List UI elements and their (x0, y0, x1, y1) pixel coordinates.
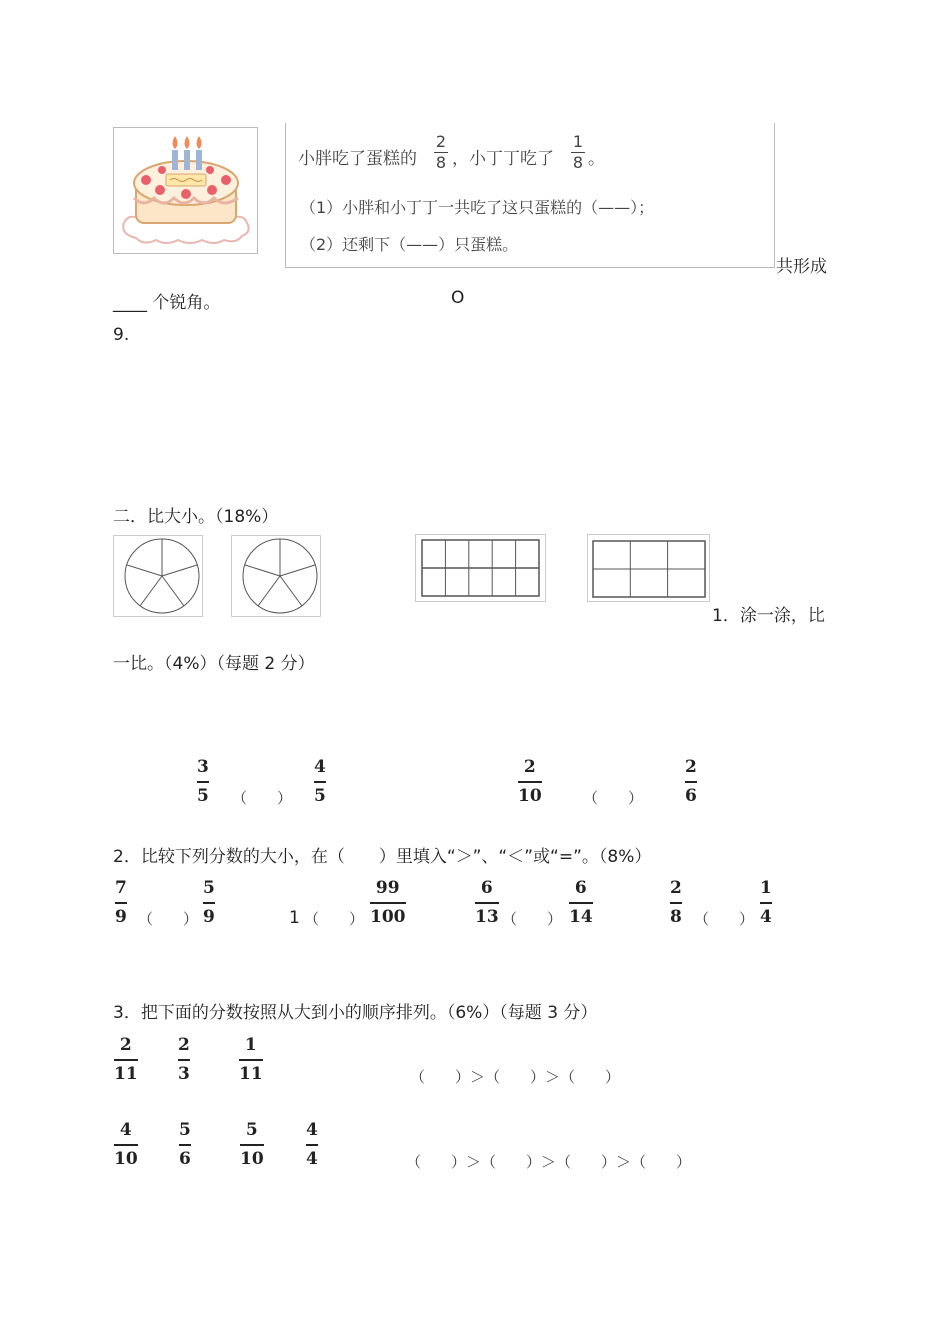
numerator: 4 (314, 757, 326, 777)
numerator: 4 (306, 1120, 318, 1140)
grid-figure-sixths (587, 534, 710, 602)
fraction (114, 1120, 138, 1169)
fraction (518, 757, 542, 806)
denominator: 5 (197, 785, 209, 806)
fraction (685, 757, 697, 806)
cake-icon (114, 128, 257, 253)
numerator: 7 (115, 878, 127, 898)
fraction (203, 878, 215, 927)
order-answer-1[interactable]: （ ）＞（ ）＞（ ） (410, 1068, 621, 1086)
fraction (178, 1035, 190, 1084)
numerator: 99 (375, 878, 400, 898)
trail-text-1: 共形成 (776, 257, 827, 277)
numerator: 2 (119, 1035, 132, 1055)
pie-fifths (232, 536, 320, 616)
numerator: 5 (203, 878, 215, 898)
denominator: 10 (518, 785, 542, 806)
pie-figure-2 (231, 535, 321, 617)
answer-blank[interactable]: （ ） (138, 910, 199, 928)
denominator: 10 (240, 1148, 264, 1169)
trail-text-o: O (451, 288, 465, 308)
story-question-1: （1）小胖和小丁丁一共吃了这只蛋糕的（——）； (300, 198, 655, 217)
denominator: 3 (178, 1063, 190, 1084)
question-1-tail: 1．涂一涂，比 (712, 606, 825, 626)
numerator: 6 (480, 878, 493, 898)
fraction (314, 757, 326, 806)
question-2-heading: 2．比较下列分数的大小，在（ ）里填入“＞”、“＜”或“=”。（8%） (113, 847, 652, 867)
story-text-pre: 小胖吃了蛋糕的 (298, 149, 417, 169)
answer-blank[interactable]: （ ） (583, 789, 644, 807)
grid-2x3 (588, 535, 709, 601)
numerator: 1 (244, 1035, 257, 1055)
story-text-mid: ，小丁丁吃了 (452, 149, 554, 169)
denominator: 8 (572, 153, 584, 172)
numerator: 2 (178, 1035, 190, 1055)
numerator: 2 (670, 878, 682, 898)
question-3-heading: 3．把下面的分数按照从大到小的顺序排列。（6%）（每题 3 分） (113, 1003, 598, 1023)
numerator: 1 (572, 132, 584, 151)
fraction (114, 1035, 138, 1084)
denominator: 100 (370, 906, 406, 927)
story-fraction-2 (571, 134, 585, 171)
fraction (670, 878, 682, 927)
story-text-post: 。 (588, 149, 605, 169)
story-fraction-1 (434, 134, 448, 171)
fraction (240, 1120, 264, 1169)
fraction (475, 878, 499, 927)
fraction (115, 878, 127, 927)
denominator: 11 (239, 1063, 263, 1084)
grid-2x5 (416, 535, 545, 601)
grid-figure-tenths (415, 534, 546, 602)
question-1-continued: 一比。（4%）（每题 2 分） (113, 654, 315, 674)
denominator: 9 (203, 906, 215, 927)
denominator: 8 (435, 153, 447, 172)
denominator: 9 (115, 906, 127, 927)
denominator: 11 (114, 1063, 138, 1084)
answer-blank[interactable]: （ ） (232, 789, 293, 807)
order-answer-2[interactable]: （ ）＞（ ）＞（ ）＞（ ） (406, 1153, 692, 1171)
fraction (370, 878, 406, 927)
pie-fifths (114, 536, 202, 616)
trail-text-9: 9. (113, 325, 130, 345)
numerator: 2 (685, 757, 697, 777)
numerator: 2 (523, 757, 536, 777)
denominator: 4 (760, 906, 772, 927)
numerator: 3 (197, 757, 209, 777)
fraction (179, 1120, 191, 1169)
numerator: 5 (179, 1120, 191, 1140)
answer-blank[interactable]: （ ） (694, 910, 755, 928)
fraction (239, 1035, 263, 1084)
section-heading: 二．比大小。（18%） (113, 507, 279, 527)
numerator: 2 (435, 132, 447, 151)
pie-figure-1 (113, 535, 203, 617)
fraction (569, 878, 593, 927)
denominator: 13 (475, 906, 499, 927)
denominator: 5 (314, 785, 326, 806)
trail-text-2: ____ 个锐角。 (113, 293, 221, 313)
answer-blank[interactable]: （ ） (502, 910, 563, 928)
denominator: 8 (670, 906, 682, 927)
story-question-2: （2）还剩下（——）只蛋糕。 (300, 235, 519, 254)
numerator: 4 (119, 1120, 132, 1140)
cake-image (113, 127, 258, 254)
fraction (197, 757, 209, 806)
denominator: 6 (179, 1148, 191, 1169)
denominator: 14 (569, 906, 593, 927)
numerator: 1 (760, 878, 772, 898)
whole-number: 1 (289, 908, 300, 928)
denominator: 10 (114, 1148, 138, 1169)
fraction (760, 878, 772, 927)
fraction (306, 1120, 318, 1169)
denominator: 4 (306, 1148, 318, 1169)
answer-blank[interactable]: （ ） (304, 910, 365, 928)
numerator: 5 (245, 1120, 258, 1140)
denominator: 6 (685, 785, 697, 806)
numerator: 6 (574, 878, 587, 898)
